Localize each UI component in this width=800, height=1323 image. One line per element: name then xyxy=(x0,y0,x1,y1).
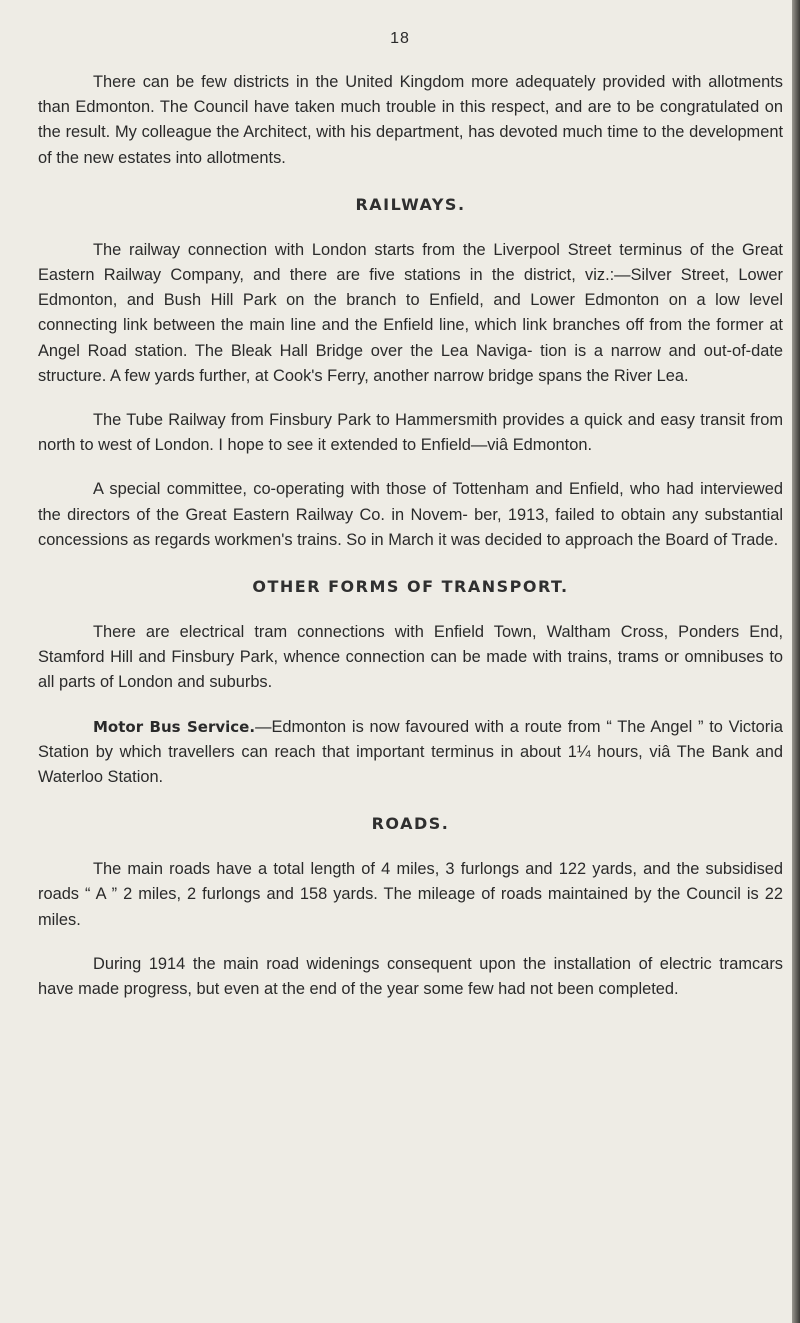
railways-paragraph-2: The Tube Railway from Finsbury Park to Hammersmith provides a quick and easy transit from north to west of London. I hope to see it extended to Enfield—viâ Edmonton. xyxy=(38,411,783,455)
other-transport-heading: OTHER FORMS OF TRANSPORT. xyxy=(252,577,569,597)
page-number: 18 xyxy=(390,30,410,47)
roads-heading: ROADS. xyxy=(371,814,450,834)
railways-paragraph-3: A special committee, co-operating with those of Tottenham and Enfield, who had interviewed the directors of the Great Eastern Railway Co. in Novem- ber, 1913, failed to obtain any substantial concessions as regards workmen's trains. So in March it was decided to approach the Board of Trade. xyxy=(38,480,783,549)
roads-paragraph-2: During 1914 the main road widenings consequent upon the installation of electric tramcars have made progress, but even at the end of the year some few had not been completed. xyxy=(38,954,783,999)
page-edge-shadow xyxy=(792,0,800,1323)
motor-bus-label: Motor Bus Service. xyxy=(93,717,256,736)
motor-bus-paragraph xyxy=(38,715,783,791)
allotments-paragraph: There can be few districts in the United Kingdom more adequately provided with allotments than Edmonton. The Council have taken much trouble in this respect, and are to be congratulated on the result. My colleague the Architect, with his department, has devoted much time to the development of the new estates into allotments. xyxy=(38,73,783,167)
page-body xyxy=(38,70,783,1002)
motor-bus-text: —Edmonton is now favoured with a route from “ The Angel ” to Victoria Station by which travellers can reach that important terminus in about 1¼ hours, viâ The Bank and Waterloo Station. xyxy=(38,717,784,787)
railways-heading: RAILWAYS. xyxy=(355,194,466,214)
railways-paragraph-1: The railway connection with London starts from the Liverpool Street terminus of the Great Eastern Railway Company, and there are five stations in the district, viz.:—Silver Street, Lower Edmonton, and Bush Hill Park on the branch to Enfield, and Lower Edmonton on a low level connecting link between the main line and the Enfield line, which link branches off from the former at Angel Road station. The Bleak Hall Bridge over the Lea Naviga- tion is a narrow and out-of-date structure. A few yards further, at Cook's Ferry, another narrow bridge spans the River Lea. xyxy=(38,240,783,385)
tram-paragraph: There are electrical tram connections with Enfield Town, Waltham Cross, Ponders End, Stamford Hill and Finsbury Park, whence connection can be made with trains, trams or omnibuses to all parts of London and suburbs. xyxy=(38,623,783,692)
roads-paragraph-1: The main roads have a total length of 4 miles, 3 furlongs and 122 yards, and the subsidised roads “ A ” 2 miles, 2 furlongs and 158 yards. The mileage of roads maintained by the Council is 22 miles. xyxy=(38,860,783,929)
